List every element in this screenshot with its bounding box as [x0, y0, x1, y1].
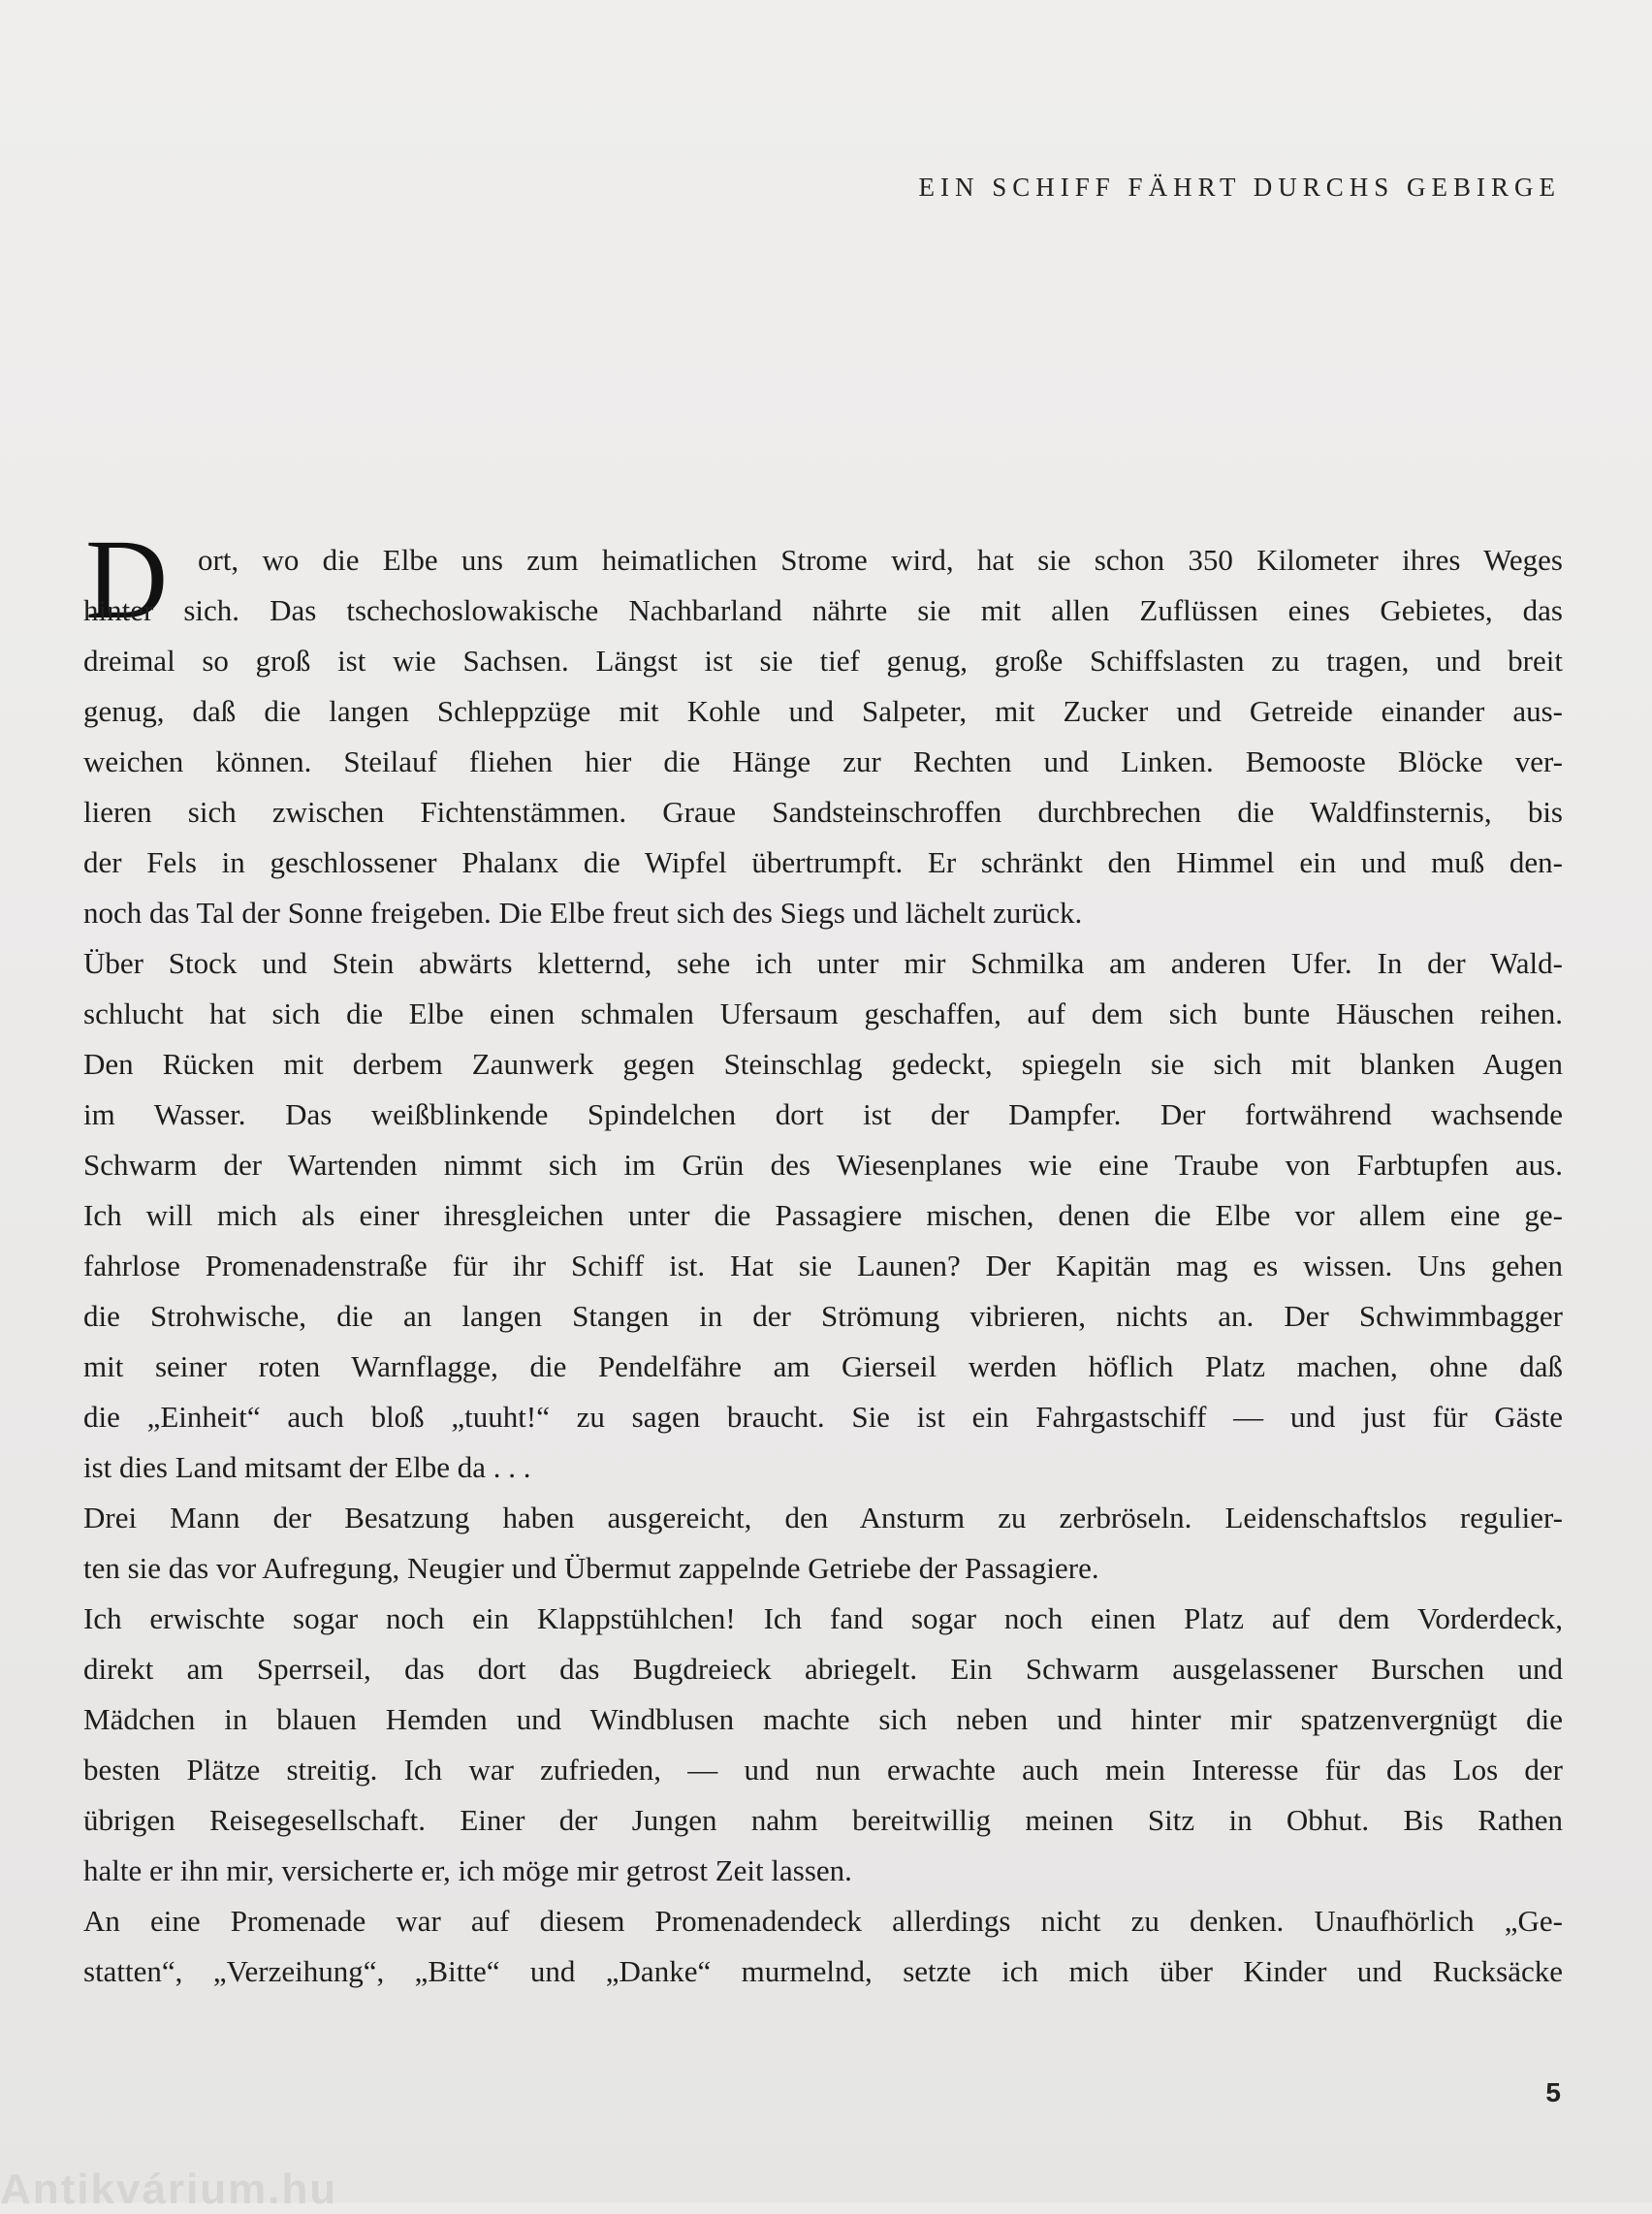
- text-line: Schwarm der Wartenden nimmt sich im Grün des Wiesenplanes wie eine Traube von Farbtupfen aus.: [83, 1148, 1563, 1182]
- text-line: schlucht hat sich die Elbe einen schmalen Ufersaum geschaffen, auf dem sich bunte Häuschen reihen.: [83, 996, 1563, 1030]
- text-line: Drei Mann der Besatzung haben ausgereicht, den Ansturm zu zerbröseln. Leidenschaftslos regulier-: [83, 1501, 1563, 1534]
- text-line: ort, wo die Elbe uns zum heimatlichen Strome wird, hat sie schon 350 Kilometer ihres Weges: [198, 543, 1563, 577]
- text-line: der Fels in geschlossener Phalanx die Wipfel übertrumpft. Er schränkt den Himmel ein und muß den-: [83, 845, 1563, 879]
- text-line: fahrlose Promenadenstraße für ihr Schiff ist. Hat sie Launen? Der Kapitän mag es wissen. Uns gehen: [83, 1249, 1563, 1282]
- text-line: Über Stock und Stein abwärts kletternd, sehe ich unter mir Schmilka am anderen Ufer. In der Wald-: [83, 946, 1563, 980]
- text-line: lieren sich zwischen Fichtenstämmen. Graue Sandsteinschroffen durchbrechen die Waldfinsternis, bis: [83, 795, 1563, 829]
- text-line: genug, daß die langen Schleppzüge mit Kohle und Salpeter, mit Zucker und Getreide einander aus-: [83, 694, 1563, 728]
- text-line: die Strohwische, die an langen Stangen in der Strömung vibrieren, nichts an. Der Schwimmbagger: [83, 1299, 1563, 1333]
- text-line: die „Einheit“ auch bloß „tuuht!“ zu sagen braucht. Sie ist ein Fahrgastschiff — und just für Gäste: [83, 1400, 1563, 1434]
- text-line: statten“, „Verzeihung“, „Bitte“ und „Danke“ murmelnd, setzte ich mich über Kinder und Rucksäcke: [83, 1954, 1563, 1988]
- text-line: halte er ihn mir, versicherte er, ich möge mir getrost Zeit lassen.: [83, 1853, 852, 1887]
- text-line: übrigen Reisegesellschaft. Einer der Jungen nahm bereitwillig meinen Sitz in Obhut. Bis Rathen: [83, 1803, 1563, 1837]
- text-line: Ich erwischte sogar noch ein Klappstühlchen! Ich fand sogar noch einen Platz auf dem Vorderdeck,: [83, 1601, 1563, 1635]
- page-number: 5: [1545, 2077, 1561, 2107]
- watermark: Antikvárium.hu: [0, 2166, 338, 2213]
- text-line: besten Plätze streitig. Ich war zufrieden, — und nun erwachte auch mein Interesse für das Los der: [83, 1753, 1563, 1787]
- text-line: hinter sich. Das tschechoslowakische Nachbarland nährte sie mit allen Zuflüssen eines Gebietes, das: [83, 593, 1563, 627]
- text-line: An eine Promenade war auf diesem Promenadendeck allerdings nicht zu denken. Unaufhörlich „Ge-: [83, 1904, 1563, 1938]
- text-line: Mädchen in blauen Hemden und Windblusen machte sich neben und hinter mir spatzenvergnügt die: [83, 1702, 1563, 1736]
- text-line: ten sie das vor Aufregung, Neugier und Übermut zappelnde Getriebe der Passagiere.: [83, 1551, 1099, 1585]
- text-line: noch das Tal der Sonne freigeben. Die Elbe freut sich des Siegs und lächelt zurück.: [83, 896, 1083, 930]
- text-line: dreimal so groß ist wie Sachsen. Längst ist sie tief genug, große Schiffslasten zu tragen, und breit: [83, 644, 1563, 678]
- text-line: im Wasser. Das weißblinkende Spindelchen dort ist der Dampfer. Der fortwährend wachsende: [83, 1097, 1563, 1131]
- text-line: weichen können. Steilauf fliehen hier die Hänge zur Rechten und Linken. Bemooste Blöcke ver-: [83, 744, 1563, 778]
- text-line: ist dies Land mitsamt der Elbe da . . .: [83, 1450, 531, 1484]
- text-line: Den Rücken mit derbem Zaunwerk gegen Steinschlag gedeckt, spiegeln sie sich mit blanken Augen: [83, 1047, 1563, 1081]
- drop-cap: D: [85, 516, 169, 643]
- text-line: mit seiner roten Warnflagge, die Pendelfähre am Gierseil werden höflich Platz machen, ohne daß: [83, 1349, 1563, 1383]
- body-text: [83, 535, 1563, 1997]
- text-line: Ich will mich als einer ihresgleichen unter die Passagiere mischen, denen die Elbe vor allem eine ge-: [83, 1198, 1563, 1232]
- text-line: direkt am Sperrseil, das dort das Bugdreieck abriegelt. Ein Schwarm ausgelassener Burschen und: [83, 1652, 1563, 1686]
- running-title: EIN SCHIFF FÄHRT DURCHS GEBIRGE: [918, 173, 1561, 202]
